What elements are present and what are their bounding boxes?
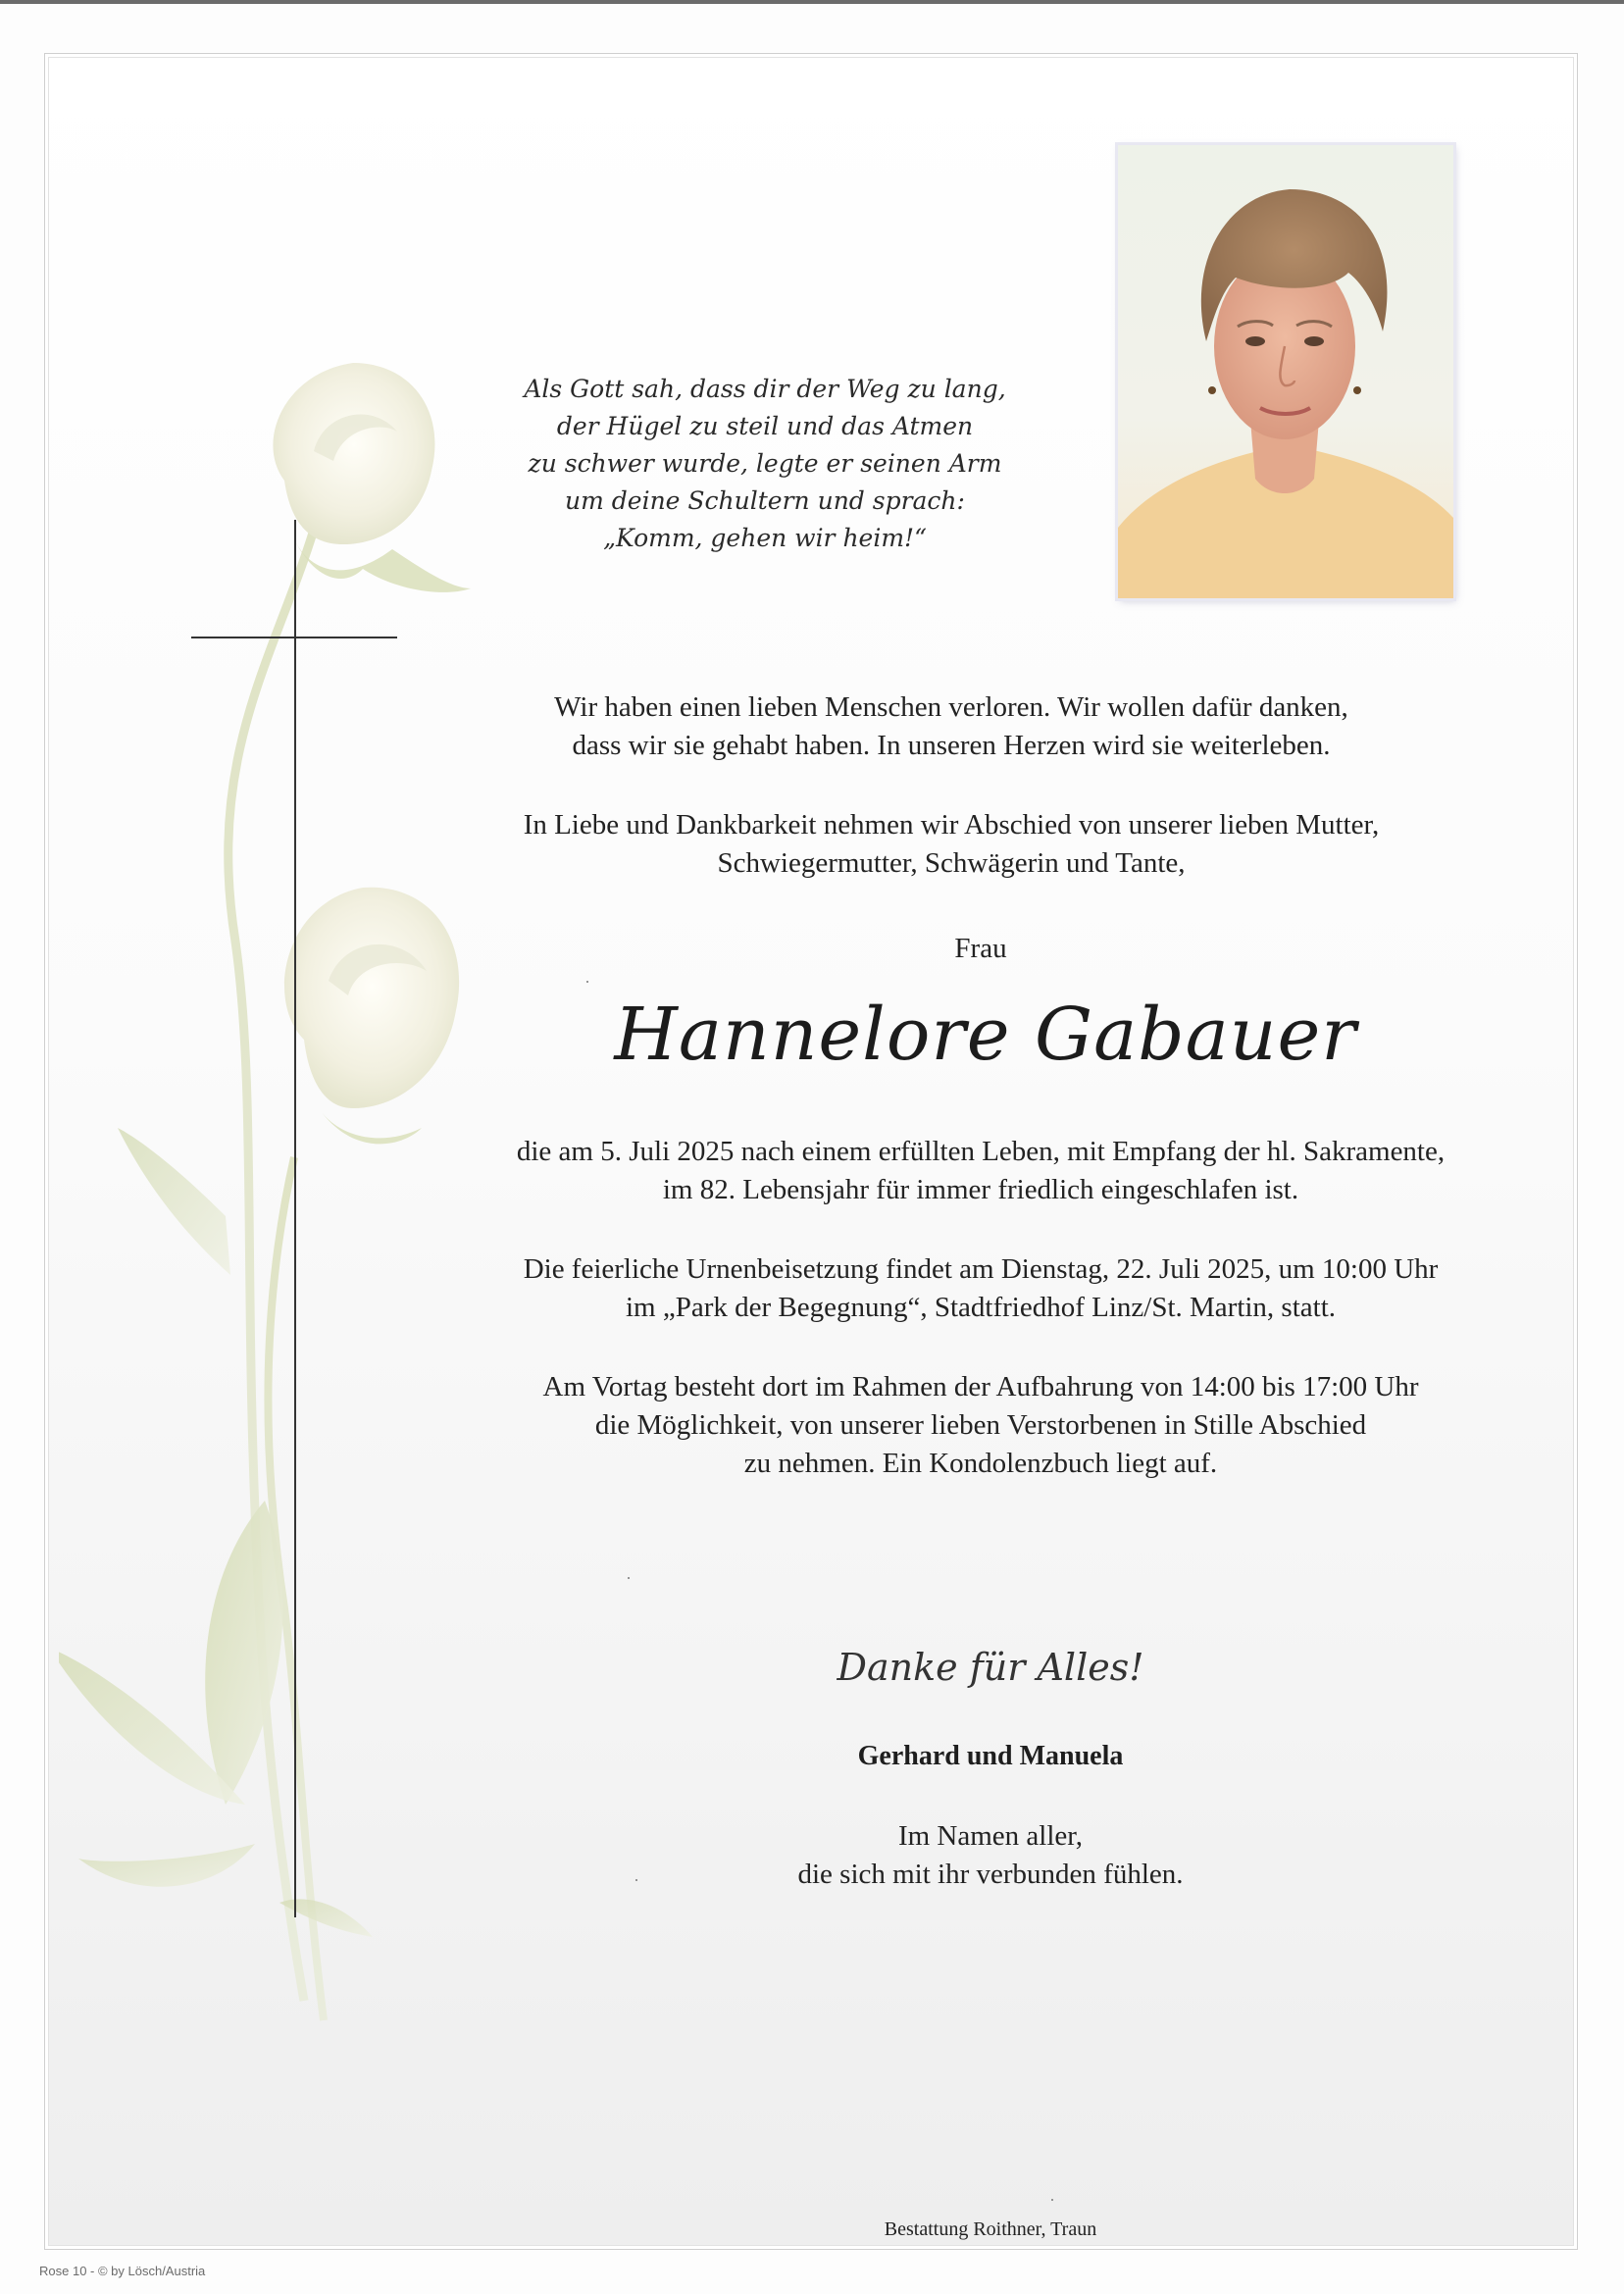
viewing-line: die Möglichkeit, von unserer lieben Verstorbenen in Stille Abschied bbox=[594, 1409, 1367, 1441]
closing-paragraph bbox=[686, 1817, 1294, 1894]
farewell-line: In Liebe und Dankbarkeit nehmen wir Abschied von unserer lieben Mutter, bbox=[523, 809, 1380, 841]
portrait-illustration bbox=[1118, 145, 1453, 598]
scan-speck bbox=[1051, 2199, 1053, 2201]
death-notice-paragraph bbox=[441, 1133, 1520, 1209]
viewing-line: zu nehmen. Ein Kondolenzbuch liegt auf. bbox=[743, 1448, 1218, 1479]
signers: Gerhard und Manuela bbox=[857, 1741, 1124, 1771]
scan-speck bbox=[586, 981, 588, 983]
intro-paragraph bbox=[471, 688, 1432, 765]
ceremony-line: im „Park der Begegnung“, Stadtfriedhof Linz/St. Martin, statt. bbox=[625, 1292, 1337, 1323]
poem-line: „Komm, gehen wir heim!“ bbox=[603, 524, 927, 552]
poem-line: zu schwer wurde, legte er seinen Arm bbox=[528, 449, 1002, 478]
ceremony-line: Die feierliche Urnenbeisetzung findet am Dienstag, 22. Juli 2025, um 10:00 Uhr bbox=[523, 1253, 1439, 1285]
portrait-photo bbox=[1118, 145, 1453, 598]
undertaker-footer: Bestattung Roithner, Traun bbox=[884, 2218, 1097, 2240]
intro-line: dass wir sie gehabt haben. In unseren Herzen wird sie weiterleben. bbox=[572, 730, 1331, 761]
cross-vertical bbox=[294, 520, 296, 1917]
poem-line: der Hügel zu steil und das Atmen bbox=[556, 412, 974, 440]
leaf-3 bbox=[78, 1844, 255, 1887]
deceased-name: Hannelore Gabauer bbox=[614, 993, 1357, 1077]
closing-line: die sich mit ihr verbunden fühlen. bbox=[797, 1859, 1184, 1890]
rose-illustration bbox=[59, 333, 490, 2060]
scan-speck bbox=[635, 1879, 637, 1881]
leaf-4 bbox=[118, 1128, 230, 1275]
farewell-line: Schwiegermutter, Schwägerin und Tante, bbox=[717, 847, 1186, 879]
ceremony-paragraph bbox=[441, 1250, 1520, 1327]
salutation: Frau bbox=[954, 933, 1007, 964]
death-notice-line: die am 5. Juli 2025 nach einem erfüllten Leben, mit Empfang der hl. Sakramente, bbox=[516, 1136, 1446, 1167]
closing-line: Im Namen aller, bbox=[897, 1820, 1084, 1852]
scan-speck bbox=[628, 1577, 630, 1579]
cross-horizontal bbox=[191, 637, 397, 638]
thanks-heading: Danke für Alles! bbox=[837, 1646, 1144, 1689]
page-top-edge bbox=[0, 0, 1624, 4]
viewing-line: Am Vortag besteht dort im Rahmen der Aufbahrung von 14:00 bis 17:00 Uhr bbox=[542, 1371, 1419, 1402]
rose-lower bbox=[284, 888, 459, 1145]
farewell-paragraph bbox=[471, 806, 1432, 883]
death-notice-line: im 82. Lebensjahr für immer friedlich eingeschlafen ist. bbox=[662, 1174, 1299, 1205]
design-credit: Rose 10 - © by Lösch/Austria bbox=[39, 2264, 206, 2278]
intro-line: Wir haben einen lieben Menschen verloren. Wir wollen dafür danken, bbox=[554, 691, 1348, 723]
poem bbox=[461, 371, 1069, 557]
poem-line: um deine Schultern und sprach: bbox=[565, 486, 965, 515]
viewing-paragraph bbox=[441, 1368, 1520, 1483]
poem-line: Als Gott sah, dass dir der Weg zu lang, bbox=[524, 375, 1006, 403]
